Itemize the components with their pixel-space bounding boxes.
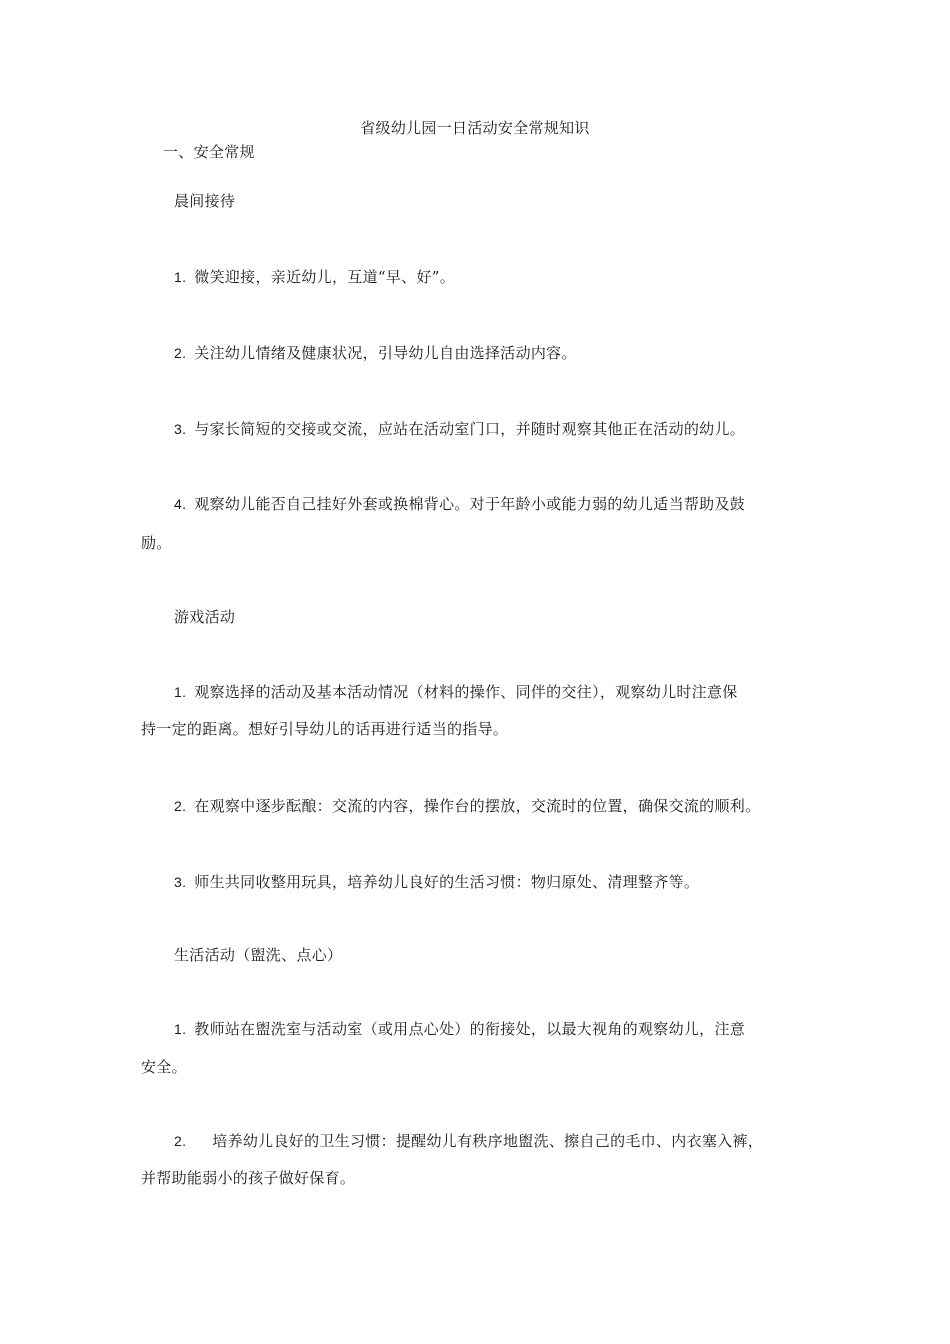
item-number: 3.: [174, 874, 187, 890]
item-text-continued: 安全。: [141, 1058, 187, 1076]
item-text: 与家长简短的交接或交流，应站在活动室门口，并随时观察其他正在活动的幼儿。: [194, 420, 746, 438]
list-item: [174, 872, 699, 892]
item-number: 1.: [174, 684, 187, 700]
item-text: 观察幼儿能否自己挂好外套或换棉背心。对于年龄小或能力弱的幼儿适当帮助及鼓: [194, 495, 746, 513]
item-text-continued: 励。: [141, 534, 172, 552]
document-title: 省级幼儿园一日活动安全常规知识: [360, 119, 590, 137]
list-item: [174, 1019, 745, 1039]
item-number: 1.: [174, 1021, 187, 1037]
list-item: [174, 267, 455, 287]
list-item: [174, 494, 745, 514]
item-number: 2.: [174, 798, 187, 814]
subsection-heading-morning: 晨间接待: [174, 192, 236, 210]
item-number: 1.: [174, 269, 187, 285]
subsection-heading-daily-life: 生活活动（盥洗、点心）: [174, 946, 343, 964]
section-heading: 一、安全常规: [163, 143, 255, 161]
list-item: [174, 682, 738, 702]
item-text-continued: 并帮助能弱小的孩子做好保育。: [141, 1169, 356, 1187]
item-text: 培养幼儿良好的卫生习惯：提醒幼儿有秩序地盥洗、擦自己的毛巾、内衣塞入裤，: [212, 1132, 764, 1150]
item-text: 师生共同收整用玩具，培养幼儿良好的生活习惯：物归原处、清理整齐等。: [194, 873, 700, 891]
list-item: [174, 1131, 763, 1151]
list-item: [174, 343, 577, 363]
item-number: 2.: [174, 1133, 187, 1149]
item-number: 2.: [174, 345, 187, 361]
subsection-heading-games: 游戏活动: [174, 608, 236, 626]
item-text-continued: 持一定的距离。想好引导幼儿的话再进行适当的指导。: [141, 720, 509, 738]
list-item: [174, 419, 745, 439]
item-text: 关注幼儿情绪及健康状况，引导幼儿自由选择活动内容。: [194, 344, 577, 362]
item-number: 4.: [174, 496, 187, 512]
item-text: 微笑迎接，亲近幼儿，互道“早、好”。: [194, 268, 456, 286]
list-item: [174, 796, 760, 816]
item-number: 3.: [174, 421, 187, 437]
item-text: 教师站在盥洗室与活动室（或用点心处）的衔接处，以最大视角的观察幼儿，注意: [194, 1020, 746, 1038]
item-text: 观察选择的活动及基本活动情况（材料的操作、同伴的交往），观察幼儿时注意保: [194, 683, 738, 701]
item-text: 在观察中逐步酝酿：交流的内容，操作台的摆放，交流时的位置，确保交流的顺利。: [194, 797, 761, 815]
